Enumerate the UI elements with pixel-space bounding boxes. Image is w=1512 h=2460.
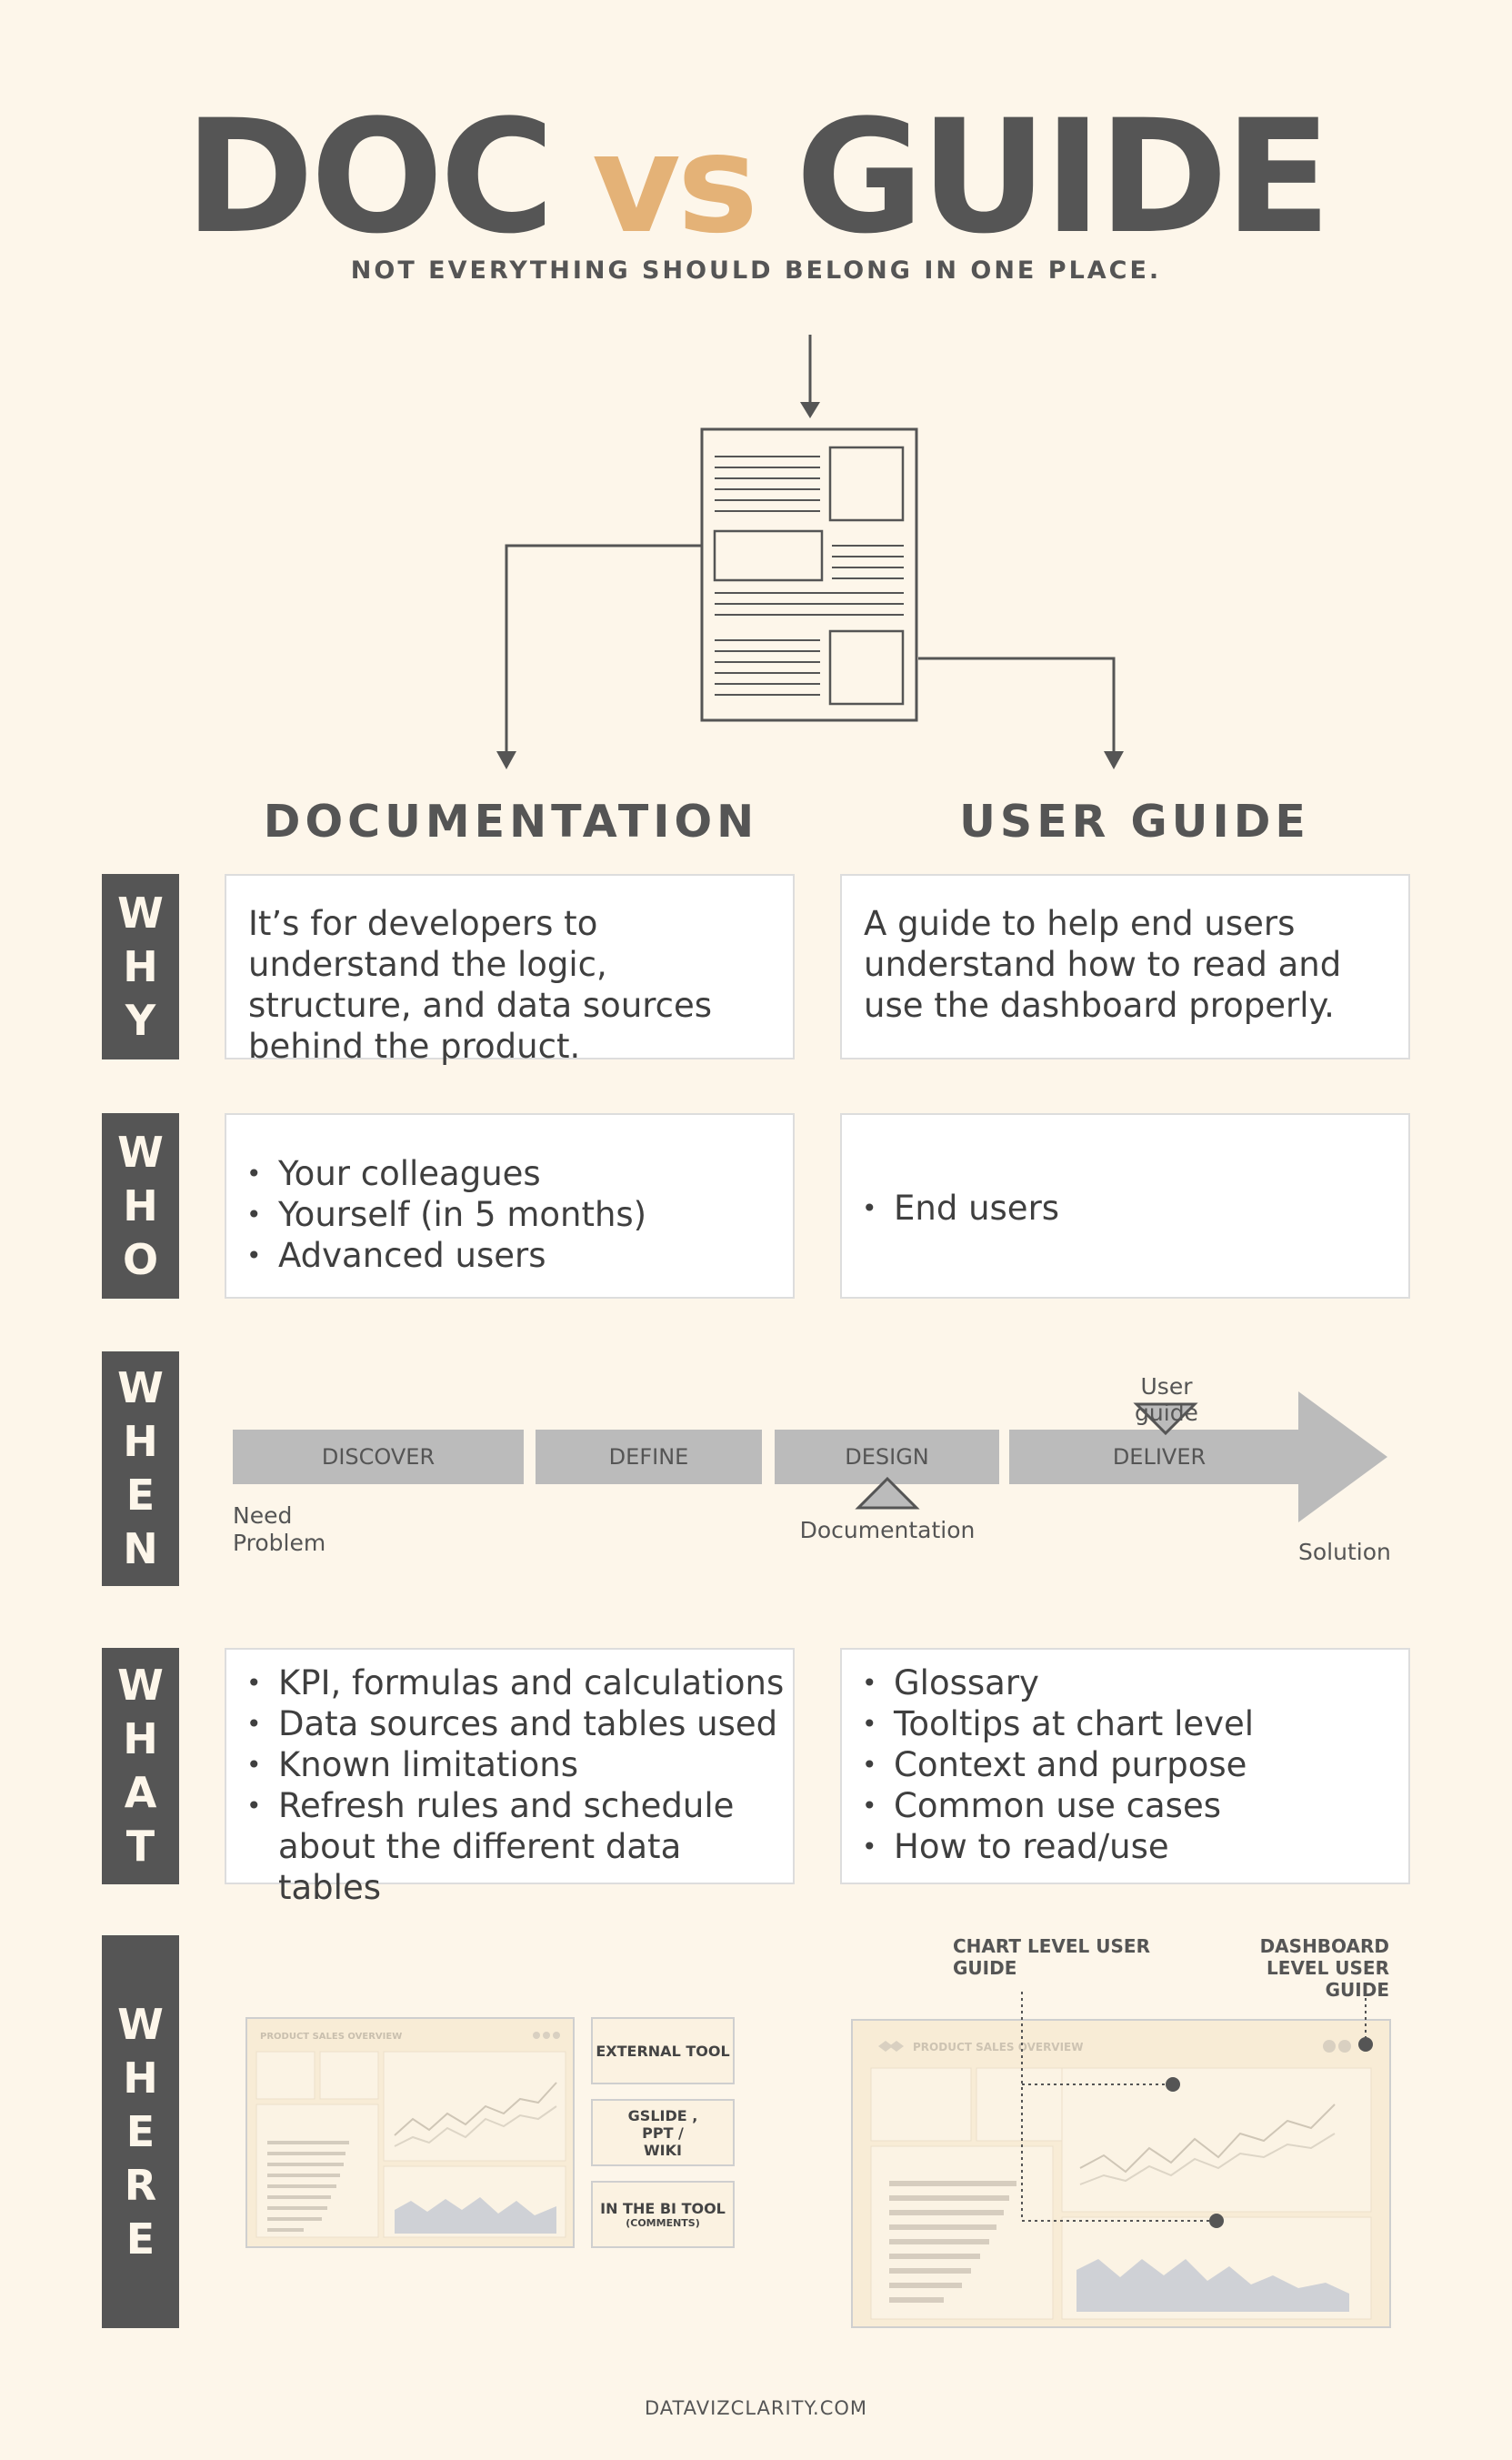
- end-label-solution: Solution: [1298, 1539, 1391, 1565]
- phase-deliver: DELIVER: [1112, 1444, 1207, 1470]
- list-item: • Common use cases: [842, 1785, 1408, 1826]
- arrow-to-user-guide: [918, 658, 1114, 753]
- page-title: [0, 85, 1512, 271]
- documentation-marker-triangle: [855, 1475, 920, 1511]
- title-guide: GUIDE: [796, 85, 1328, 268]
- user-guide-arrow-head: [1104, 751, 1124, 769]
- why-user-guide-text: A guide to help end users understand how to read and use the dashboard properly.: [864, 904, 1342, 1025]
- who-user-guide-list: [842, 1188, 1408, 1229]
- dashboard-callout-dot: [1358, 2037, 1373, 2052]
- who-documentation-list: [226, 1153, 793, 1276]
- list-item: • Advanced users: [226, 1235, 793, 1276]
- list-item: • Your colleagues: [226, 1153, 793, 1194]
- start-label-need-problem: Need Problem: [233, 1502, 326, 1556]
- list-item: • Glossary: [842, 1662, 1408, 1703]
- why-documentation-text: It’s for developers to understand the logic, structure, and data sources behind the product.: [248, 904, 713, 1066]
- why-documentation-box: [225, 874, 795, 1066]
- chart-callout-dot-1: [1166, 2077, 1180, 2092]
- list-item: • Tooltips at chart level: [842, 1703, 1408, 1744]
- documentation-heading: DOCUMENTATION: [263, 796, 759, 848]
- what-documentation-box: [225, 1648, 795, 1907]
- user-guide-marker-label: User guide: [1135, 1373, 1198, 1426]
- phase-discover: DISCOVER: [233, 1430, 524, 1484]
- callout-connectors: [1000, 1983, 1382, 2237]
- title-doc: DOC: [184, 85, 552, 268]
- row-label-what: W H A T: [102, 1648, 179, 1884]
- subtitle: NOT EVERYTHING SHOULD BELONG IN ONE PLACE.: [350, 256, 1162, 285]
- dashboard-thumbnail-graphics: [247, 2019, 573, 2246]
- documentation-arrow-head: [496, 751, 516, 769]
- user-guide-heading: USER GUIDE: [959, 796, 1310, 848]
- row-label-why: W H Y: [102, 874, 179, 1059]
- footer-website: DATAVIZCLARITY.COM: [644, 2397, 868, 2419]
- row-label-where: W H E R E: [102, 1935, 179, 2328]
- phase-design: DESIGN: [775, 1430, 999, 1484]
- chart-callout-dot-2: [1209, 2214, 1224, 2228]
- callout-dashboard-level: DASHBOARD LEVEL USER GUIDE: [1259, 1935, 1389, 2001]
- list-item: • Known limitations: [226, 1744, 793, 1785]
- list-item: • KPI, formulas and calculations: [226, 1662, 793, 1703]
- what-user-guide-box: [840, 1648, 1410, 1884]
- list-item: • Yourself (in 5 months): [226, 1194, 793, 1235]
- dashboard-large-title: PRODUCT SALES OVERVIEW: [913, 2041, 1084, 2053]
- tool-external: EXTERNAL TOOL: [591, 2017, 735, 2084]
- row-label-when: W H E N: [102, 1351, 179, 1586]
- who-user-guide-box: [840, 1113, 1410, 1299]
- list-item: • Refresh rules and schedule about the different data tables: [226, 1785, 793, 1908]
- row-label-who: W H O: [102, 1113, 179, 1299]
- callout-chart-level: CHART LEVEL USER GUIDE: [953, 1935, 1150, 1979]
- list-item: • Context and purpose: [842, 1744, 1408, 1785]
- who-documentation-box: [225, 1113, 795, 1299]
- list-item: • Data sources and tables used: [226, 1703, 793, 1744]
- dashboard-thumbnail-documentation: [245, 2017, 575, 2248]
- incoming-arrow-head: [800, 402, 820, 418]
- document-split-diagram: [0, 327, 1512, 782]
- documentation-marker-label: Documentation: [799, 1517, 976, 1543]
- list-item: • How to read/use: [842, 1826, 1408, 1867]
- title-vs: vs: [592, 105, 756, 264]
- dashboard-thumbnail-title: PRODUCT SALES OVERVIEW: [260, 2032, 403, 2042]
- phase-define: DEFINE: [536, 1430, 762, 1484]
- why-user-guide-box: [840, 874, 1410, 1059]
- tool-in-bi-tool: IN THE BI TOOL (COMMENTS): [591, 2181, 735, 2248]
- what-documentation-list: [226, 1662, 793, 1908]
- document-icon: [702, 429, 916, 720]
- what-user-guide-list: [842, 1662, 1408, 1867]
- chart-callout-line: [1022, 1992, 1217, 2221]
- tool-gslide-ppt-wiki: GSLIDE , PPT / WIKI: [591, 2099, 735, 2166]
- arrow-to-documentation: [506, 546, 702, 753]
- list-item: • End users: [842, 1188, 1408, 1229]
